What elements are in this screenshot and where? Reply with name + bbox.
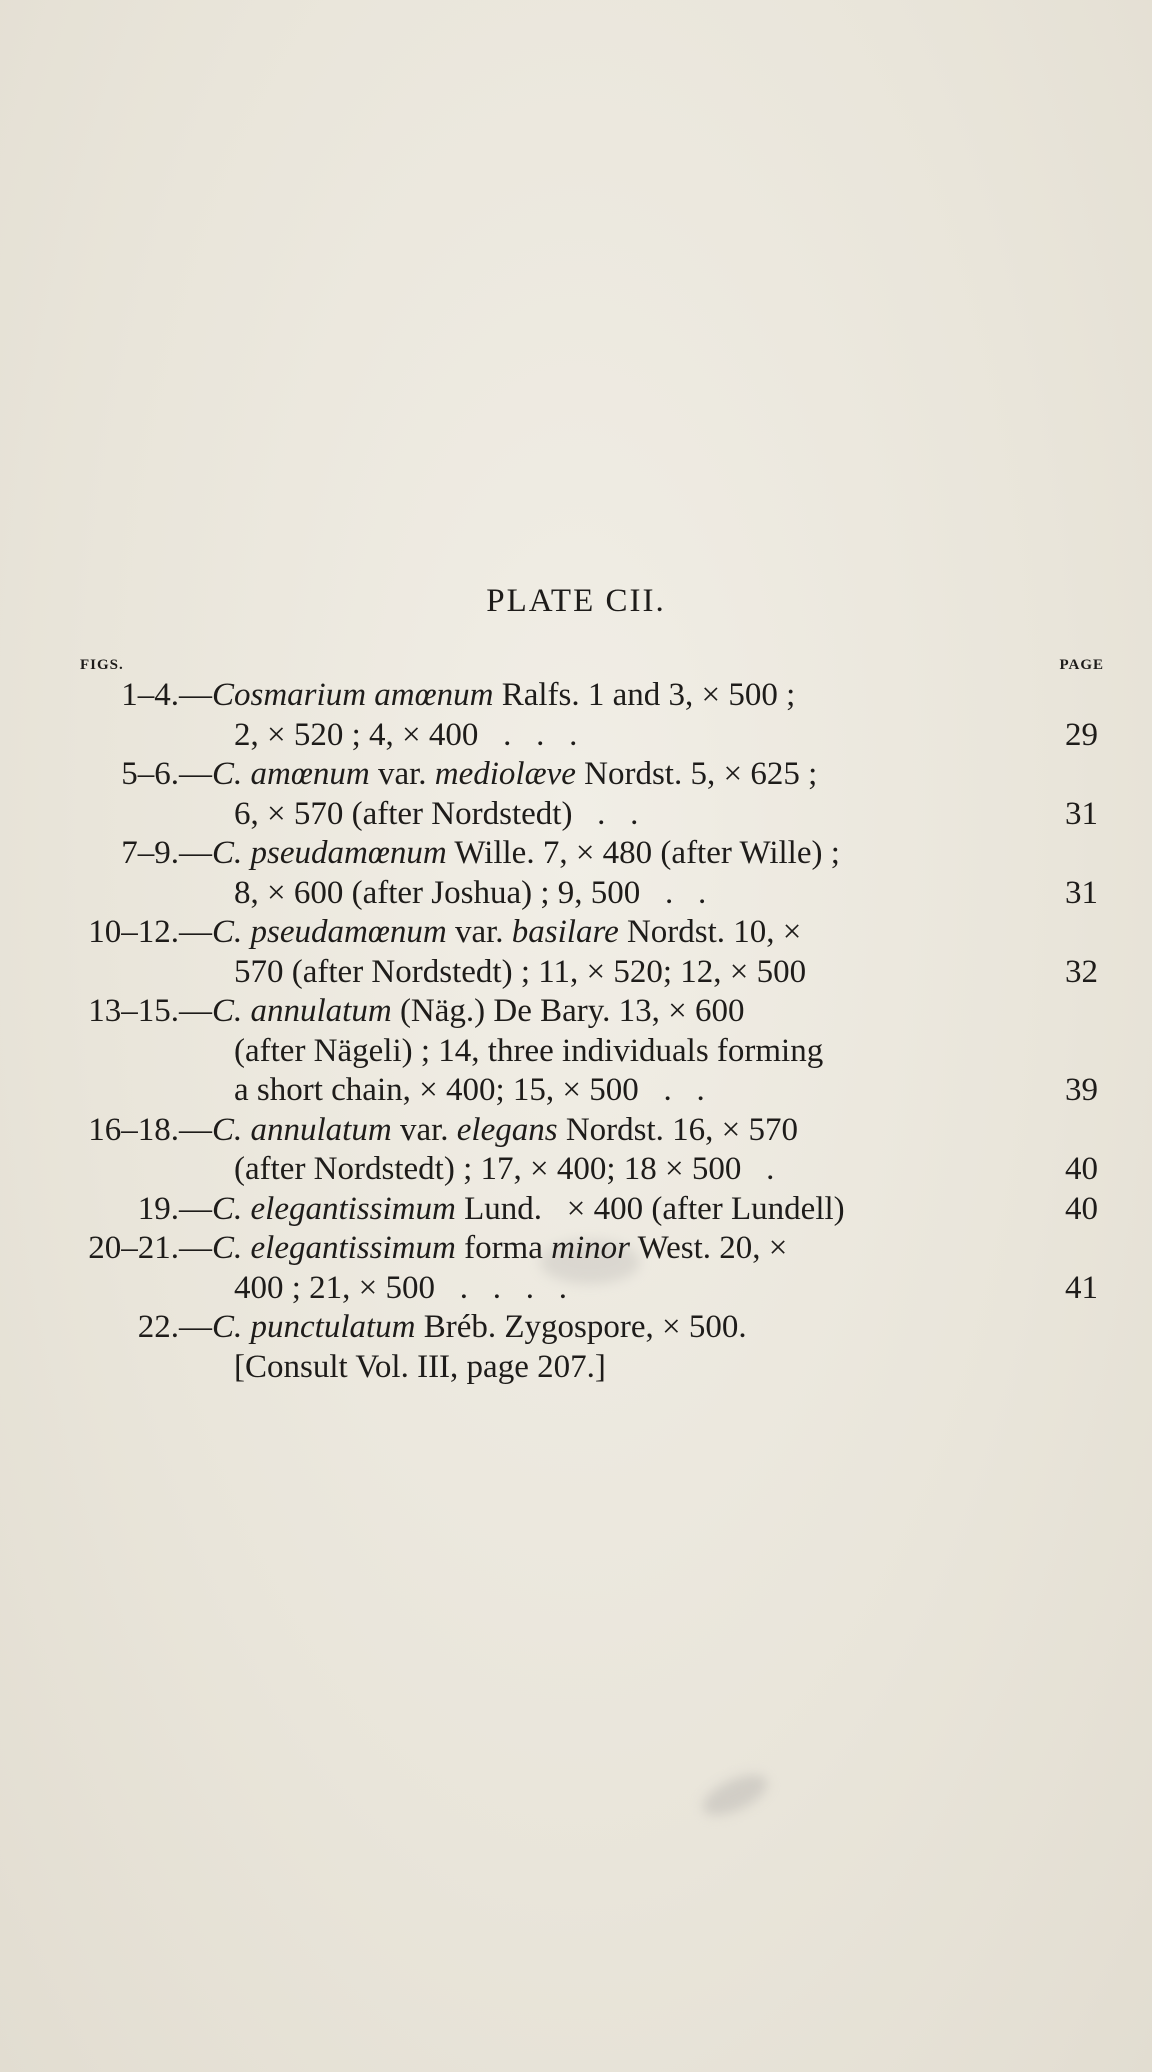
species-name: C. punctulatum (212, 1309, 416, 1345)
species-name: C. elegantissimum (212, 1230, 456, 1266)
entry-text: var. (446, 914, 512, 950)
page-number: 39 (1065, 1072, 1098, 1108)
entry-first-line (212, 1308, 997, 1348)
entry-continuation: 6, × 570 (after Nordstedt) . . (234, 795, 639, 832)
entry-text: var. (391, 1111, 457, 1148)
entry-continuation: a short chain, × 400; 15, × 500 . . (234, 1072, 705, 1108)
entry-text: Nordst. 10, × (618, 914, 802, 950)
figure-entry (0, 992, 1152, 1111)
entry-continuation: 8, × 600 (after Joshua) ; 9, 500 . . (234, 874, 707, 911)
entry-first-line (212, 1229, 997, 1269)
page-number: 31 (1065, 795, 1098, 832)
entry-continuation: 570 (after Nordstedt) ; 11, × 520; 12, × 500 (234, 953, 807, 990)
entry-text: Wille. 7, × 480 (after Wille) ; (446, 835, 840, 871)
entry-continuation: (after Nägeli) ; 14, three individuals forming (234, 1032, 824, 1069)
page-number: 31 (1065, 874, 1098, 911)
entry-first-line (212, 1111, 997, 1151)
entry-text: var. (369, 756, 435, 792)
entry-first-line (212, 1190, 997, 1230)
species-name: C. annulatum (212, 993, 392, 1029)
figure-entry (0, 834, 1152, 913)
entry-text: West. 20, × (629, 1230, 788, 1266)
variety-name: elegans (456, 1111, 558, 1148)
entry-continuation: 2, × 520 ; 4, × 400 . . . (234, 716, 578, 753)
figure-numbers: 5–6.— (121, 756, 212, 792)
page-number: 32 (1065, 953, 1098, 990)
entry-text: Bréb. Zygospore, × 500. (415, 1309, 747, 1345)
figure-entry (0, 913, 1152, 992)
page-number: 40 (1065, 1190, 1098, 1227)
figure-numbers: 7–9.— (121, 835, 212, 871)
species-name: C. pseudamœnum (212, 835, 447, 871)
entry-text: Nordst. 5, × 625 ; (575, 756, 818, 792)
plate-title: PLATE CII. (486, 583, 666, 619)
entry-first-line (212, 676, 997, 716)
variety-name: minor (551, 1230, 630, 1266)
figure-numbers: 10–12.— (88, 914, 212, 950)
figure-numbers: 19.— (137, 1190, 212, 1227)
entry-first-line (212, 755, 997, 795)
smudge-mark (697, 1767, 773, 1824)
figure-entry (0, 676, 1152, 755)
page-column-header: PAGE (1059, 657, 1104, 673)
figure-numbers: 16–18.— (88, 1111, 212, 1148)
figure-list (0, 676, 1152, 1387)
figure-numbers: 22.— (137, 1309, 212, 1345)
figure-entry (0, 1111, 1152, 1190)
entry-text: Ralfs. 1 and 3, × 500 ; (493, 677, 796, 713)
figure-entry (0, 1229, 1152, 1308)
entry-first-line (212, 992, 997, 1032)
figure-numbers: 1–4.— (121, 677, 212, 713)
species-name: C. annulatum (212, 1111, 392, 1148)
page-number: 41 (1065, 1269, 1098, 1306)
species-name: C. elegantissimum (212, 1190, 456, 1227)
figure-entry (0, 1190, 1152, 1230)
entry-continuation: (after Nordstedt) ; 17, × 400; 18 × 500 . (234, 1151, 775, 1187)
page-number: 40 (1065, 1151, 1098, 1187)
entry-first-line (212, 913, 997, 953)
figure-numbers: 13–15.— (88, 993, 212, 1029)
species-name: C. amœnum (212, 756, 370, 792)
entry-first-line (212, 834, 997, 874)
figs-column-header: FIGS. (80, 657, 124, 673)
variety-name: mediolæve (434, 756, 576, 792)
entry-text: (Näg.) De Bary. 13, × 600 (391, 993, 745, 1029)
figure-entry (0, 1308, 1152, 1387)
entry-text: Nordst. 16, × 570 (557, 1111, 799, 1148)
species-name: Cosmarium amœnum (212, 677, 494, 713)
variety-name: basilare (511, 914, 619, 950)
entry-text: forma (455, 1230, 552, 1266)
entry-continuation: [Consult Vol. III, page 207.] (234, 1348, 606, 1385)
page-number: 29 (1065, 716, 1098, 753)
figure-entry (0, 755, 1152, 834)
species-name: C. pseudamœnum (212, 914, 447, 950)
figure-numbers: 20–21.— (88, 1230, 212, 1266)
entry-continuation: 400 ; 21, × 500 . . . . (234, 1269, 568, 1306)
entry-text: Lund. × 400 (after Lundell) (455, 1190, 845, 1227)
